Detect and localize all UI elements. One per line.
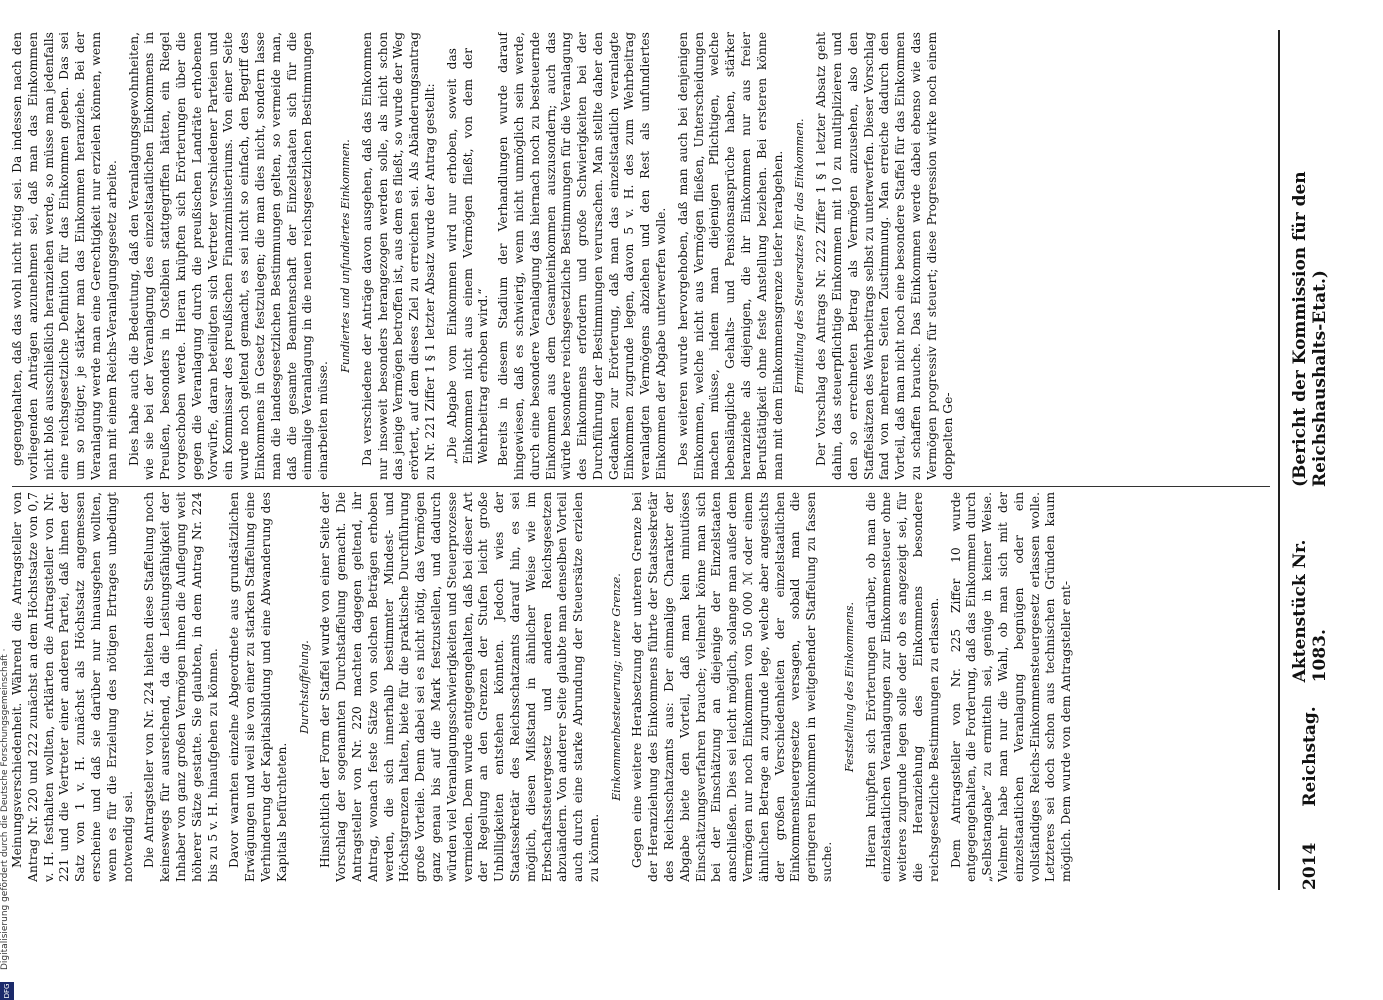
paragraph: Gegen eine weitere Herabsetzung der unteren Grenze bei der Heranziehung des Einkommens führte der Staatssekretär des Reichsschatzamts aus: Der einmalige Charakter der Abgabe biete den Vorteil, daß man kein minutiöses Einschätzungsverfahren brauche; vielmehr könne man sich bei der Einschätzung an diejenige der Einzelstaaten anschließen. Dies sei leicht möglich, solange man außer dem Vermögen nur noch Einkommen von 50 000 ℳ oder einem ähnlichen Betrage an zugrunde lege, welche aber angesichts der großen Verschiedenheiten der einzelstaatlichen Einkommensteuergesetze versagen, sobald man die geringeren Einkommen in weitgehender Staffelung zu fassen suche.	[630, 492, 835, 882]
header-rule	[1278, 30, 1280, 890]
paragraph: Dem Antragsteller von Nr. 225 Ziffer 10 wurde entgegengehalten, die Forderung, daß das Einkommen durch „Selbstangabe“ zu ermitteln sei, genüge in keiner Weise. Vielmehr habe man nur die Wahl, ob man sich mit der einzelstaatlichen Veranlagung begnügen oder ein vollständiges Reichs-Einkommensteuergesetz erlassen wolle. Letzteres sei doch schon aus technischen Gründen kaum möglich. Dem wurde von dem Antragsteller ent-	[948, 492, 1074, 882]
section-heading: Fundiertes und unfundiertes Einkommen.	[338, 139, 352, 373]
right-column	[10, 32, 1272, 480]
document-number: Aktenstück Nr. 1083.	[1290, 539, 1330, 683]
page-header	[1290, 30, 1330, 890]
left-column	[10, 492, 1272, 882]
paragraph: Hinsichtlich der Form der Staffel wurde von einer Seite der Vorschlag der sogenannten Durchstaffelung gemacht. Die Antragsteller von Nr. 220 machten dagegen geltend, ihr Antrag, wonach feste Sätze von solchen Beträgen erhoben werden, die sich innerhalb bestimmter Mindest- und Höchstgrenzen halten, biete für die praktische Durchführung große Vorteile. Denn dabei sei es nicht nötig, das Vermögen ganz genau bis auf die Mark festzustellen, und dadurch würden viel Veranlagungsschwierigkeiten und Steuerprozesse vermieden. Dem wurde entgegengehalten, daß bei dieser Art der Regelung an den Grenzen der Stufen leicht große Unbilligkeiten entstehen könnten. Jedoch wies der Staatssekretär des Reichsschatzamts darauf hin, es sei möglich, diesen Mißstand in ähnlicher Weise wie im Erbschaftssteuergesetz und anderen Reichsgesetzen abzuändern. Von anderer Seite glaubte man denselben Vorteil auch durch eine starke Abrundung der Steuersätze erzielen zu können.	[318, 492, 601, 882]
digitization-credit: Digitalisierung gefördert durch die Deutsche Forschungsgemeinschaft ·	[0, 648, 10, 970]
section-heading: Feststellung des Einkommens.	[842, 601, 856, 773]
paragraph: Des weiteren wurde hervorgehoben, daß man auch bei denjenigen Einkommen, welche nicht aus Vermögen fließen, Unterscheidungen machen müsse, indem man diejenigen Pflichtigen, welche lebenslängliche Gehalts- und Pensionsansprüche haben, stärker heranziehe als diejenigen, die ihr Einkommen nur aus freier Berufstätigkeit ohne feste Anstellung beziehen. Bei ersteren könne man mit dem Einkommensgrenze tiefer herabgehen.	[675, 32, 785, 480]
paragraph: Die Antragsteller von Nr. 224 hielten diese Staffelung noch keineswegs für ausreichend, da die Leistungsfähigkeit der Inhaber von ganz großen Vermögen ihnen die Auflegung weit höherer Sätze gestatte. Sie glaubten, in dem Antrag Nr. 224 bis zu 5 v. H. hinaufgehen zu können.	[142, 492, 220, 882]
paragraph: Bereits in diesem Stadium der Verhandlungen wurde darauf hingewiesen, daß es schwierig, wenn nicht unmöglich sein werde, durch eine besondere Veranlagung das hiernach noch zu besteuernde Einkommen aus dem Gesamteinkommen auszusondern; auch das würde besondere reichsgesetzliche Bestimmungen für die Veranlagung des Einkommens erfordern und große Schwierigkeiten bei der Durchführung der Bestimmungen verursachen. Man stellte daher den Gedanken zur Erörterung, daß man das einzelstaatlich veranlagte Einkommen zugrunde legen, davon 5 v. H. des zum Wehrbeitrag veranlagten Vermögens abziehen und den Rest als unfundiertes Einkommen der Abgabe unterwerfen wolle.	[496, 32, 669, 480]
paragraph: Dies habe auch die Bedeutung, daß den Veranlagungsgewohnheiten, wie sie bei der Veranlagung des einzelstaatlichen Einkommens in Preußen, besonders in Ostelbien stattgegriffen hätten, ein Riegel vorgeschoben werde. Hieran knüpften sich Erörterungen über die gegen die Veranlagung durch die preußischen Landräte erhobenen Vorwürfe, daran beteiligten sich Vertreter verschiedener Parteien und ein Kommissar des preußischen Finanzministeriums. Von einer Seite wurde noch geltend gemacht, es sei nicht so einfach, den Begriff des Einkommens in Gesetz festzulegen; die man dies nicht, sondern lasse man die landesgesetzlichen Bestimmungen gelten, so vermeide man, daß die gesamte Beamtenschaft der Einzelstaaten sich für die einmalige Veranlagung in die neuen reichsgesetzlichen Bestimmungen einarbeiten müsse.	[126, 32, 331, 480]
section-heading: Durchstaffelung.	[297, 640, 311, 734]
paragraph: Da verschiedene der Anträge davon ausgehen, daß das Einkommen nur insoweit besonders herangezogen werden solle, als nicht schon das jenige Vermögen betroffen ist, aus dem es fließt, so wurde der Weg erörtert, auf dem dieses Ziel zu erreichen sei. Als Abänderungsantrag zu Nr. 221 Ziffer 1 § 1 letzter Absatz wurde der Antrag gestellt:	[359, 32, 437, 480]
column-divider	[12, 486, 1270, 487]
paragraph: gegengehalten, daß das wohl nicht nötig sei. Da indessen nach den vorliegenden Anträgen anzunehmen sei, daß man das Einkommen nicht bloß ausschließlich heranziehen werde, so müsse man jedenfalls eine reichsgesetzliche Definition für das Einkommen geben. Das sei um so nötiger, je stärker man das Einkommen heranziehe. Bei der Veranlagung werde man eine Gerechtigkeit nur erzielen können, wenn man mit einem Reichs-Veranlagungsgesetz arbeite.	[10, 32, 119, 480]
quoted-text: „Die Abgabe vom Einkommen wird nur erhoben, soweit das Einkommen nicht aus einem Vermögen fließt, von dem der Wehrbeitrag erhoben wird.“	[444, 48, 491, 464]
paragraph: Meinungsverschiedenheit. Während die Antragsteller von Antrag Nr. 220 und 222 zunächst an dem Höchstsatze von 0,7 v. H. festhalten wollten, erklärten die Antragsteller von Nr. 221 und die Vertreter einer anderen Partei, daß ihnen der Satz von 1 v. H. zunächst als Höchstsatz angemessen erscheine und daß sie darüber nur hinausgehen wollten, wenn es für die Erzielung des nötigen Ertrages unbedingt notwendig sei.	[10, 492, 135, 882]
dfg-logo: DFG	[0, 982, 14, 1000]
digitization-sidebar	[0, 0, 12, 1000]
paragraph: Davor warnten einzelne Abgeordnete aus grundsätzlichen Erwägungen und weil sie von einer zu starken Staffelung eine Verhinderung der Kapitalsbildung und eine Abwanderung des Kapitals befürchteten.	[227, 492, 289, 882]
paragraph: Hieran knüpften sich Erörterungen darüber, ob man die einzelstaatlichen Veranlagungen zur Einkommensteuer ohne weiteres zugrunde legen solle oder ob es angezeigt sei, für die Heranziehung des Einkommens besondere reichsgesetzliche Bestimmungen zu erlassen.	[863, 492, 941, 882]
paragraph: Der Vorschlag des Antrags Nr. 222 Ziffer 1 § 1 letzter Absatz geht dahin, das steuerpflichtige Einkommen mit 10 zu multiplizieren und den so errechneten Betrag als Vermögen anzusehen, also den Staffelsätzen des Wehrbeitrags selbst zu unterwerfen. Dieser Vorschlag fand von mehreren Seiten Zustimmung. Man erreiche dadurch den Vorteil, daß man nicht noch eine besondere Staffel für das Einkommen zu schaffen brauche. Das Einkommen werde dabei ebenso wie das Vermögen progressiv für steuert; diese Progression wirke noch einem doppelten Ge-	[814, 32, 955, 480]
document-title: (Bericht der Kommission für den Reichshaushalts-Etat.)	[1290, 171, 1330, 488]
section-heading: Ermittlung des Steuersatzes für das Einkommen.	[793, 118, 807, 394]
source-name: Reichstag.	[1300, 706, 1320, 807]
section-heading: Einkommenbesteuerung; untere Grenze.	[609, 573, 623, 801]
page-number: 2014	[1300, 842, 1320, 890]
